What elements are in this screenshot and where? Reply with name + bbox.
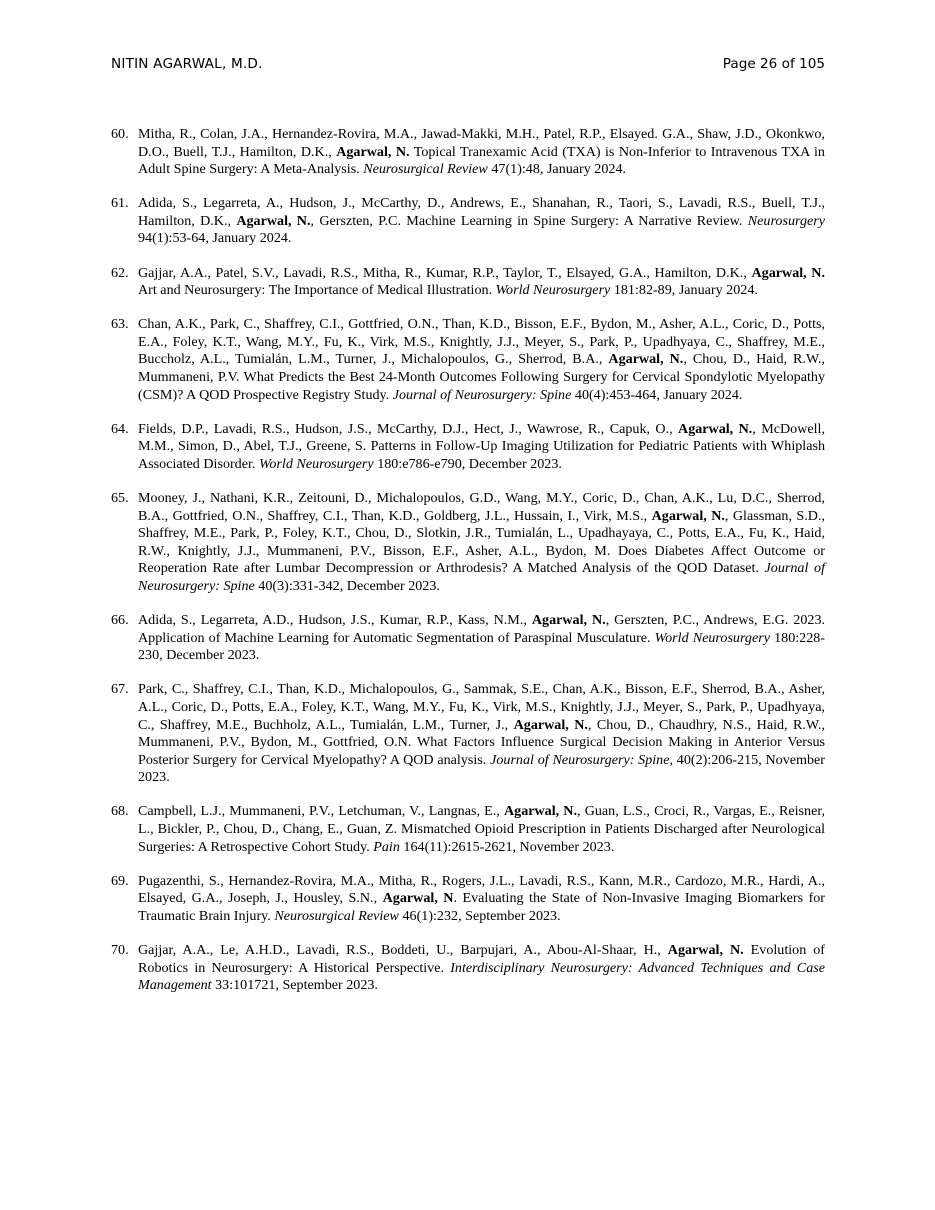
journal-name: Journal of Neurosurgery: Spine xyxy=(392,386,572,403)
highlighted-author: Agarwal, N. xyxy=(751,264,825,281)
journal-name: World Neurosurgery xyxy=(258,455,374,472)
entry-number: 66. xyxy=(111,612,129,629)
page-number: Page 26 of 105 xyxy=(722,56,825,72)
publication-entry xyxy=(111,612,825,665)
publication-list xyxy=(111,126,825,1011)
author-list: Gajjar, A.A., Le, A.H.D., Lavadi, R.S., Boddeti, U., Barpujari, A., Abou-Al-Shaar, H., xyxy=(138,941,668,958)
citation-text xyxy=(138,803,825,856)
entry-number: 63. xyxy=(111,316,129,333)
author-list: Adida, S., Legarreta, A.D., Hudson, J.S., Kumar, R.P., Kass, N.M., xyxy=(138,612,532,629)
journal-name: World Neurosurgery xyxy=(654,629,770,646)
highlighted-author: Agarwal, N. xyxy=(608,351,684,368)
article-title: , Chou, D., Haid, R.W., Mummaneni, P.V. What Predicts the Best 24-Month Outcomes Following Surgery for Cervical Spondylotic Myelopathy (CSM)? A QOD Prospective Registry Study. xyxy=(138,351,825,403)
entry-number: 60. xyxy=(111,126,129,142)
citation-details: 180:228-230, December 2023. xyxy=(138,629,825,664)
article-title: , Gerszten, P.C. Machine Learning in Spine Surgery: A Narrative Review. xyxy=(310,212,748,229)
journal-name: Pain xyxy=(373,838,400,855)
citation-text xyxy=(138,873,825,926)
highlighted-author: Agarwal, N. xyxy=(531,612,606,629)
entry-number: 62. xyxy=(111,264,129,281)
citation-details: 180:e786-e790, December 2023. xyxy=(373,455,562,472)
highlighted-author: Agarwal, N. xyxy=(667,941,744,958)
citation-text xyxy=(138,681,825,787)
citation-text xyxy=(138,316,825,404)
publication-entry xyxy=(111,316,825,404)
citation-text xyxy=(138,195,825,248)
author-list: Mooney, J., Nathani, K.R., Zeitouni, D., Michalopoulos, G.D., Wang, M.Y., Coric, D., Chan, A.K., Lu, D.C., Sherrod, B.A., Gottfried, O.N., Shaffrey, C.I., Than, K.D., Goldberg, J.L., Hussain, I., Virk, M.S., xyxy=(138,490,825,524)
article-title: , McDowell, M.M., Simon, D., Abel, T.J., Greene, S. Patterns in Follow-Up Imaging Utilization for Pediatric Patients with Whiplash Associated Disorder. xyxy=(138,420,825,472)
journal-name: Journal of Neurosurgery: Spine xyxy=(138,560,825,594)
author-list: Adida, S., Legarreta, A., Hudson, J., McCarthy, D., Andrews, E., Shanahan, R., Taori, S., Lavadi, R.S., Buell, T.J., Hamilton, D.K., xyxy=(138,195,825,229)
article-title: Evolution of Robotics in Neurosurgery: A Historical Perspective. xyxy=(138,941,825,976)
publication-entry xyxy=(111,681,825,787)
journal-name: World Neurosurgery xyxy=(495,282,611,299)
publication-entry xyxy=(111,490,825,596)
author-list: Pugazenthi, S., Hernandez-Rovira, M.A., Mitha, R., Rogers, J.L., Lavadi, R.S., Kann, M.R., Cardozo, M.R., Hardi, A., Elsayed, G.A., Joseph, J., Housley, S.N., xyxy=(138,872,825,907)
highlighted-author: Agarwal, N. xyxy=(503,803,578,820)
article-title: , Gerszten, P.C., Andrews, E.G. 2023. Application of Machine Learning for Automatic Segmentation of Paraspinal Musculature. xyxy=(138,612,826,646)
entry-number: 67. xyxy=(111,681,129,698)
article-title: , Chou, D., Chaudhry, N.S., Haid, R.W., Mummaneni, P.V., Bydon, M., Gottfried, O.N. What Factors Influence Surgical Decision Making in Anterior Versus Posterior Surgery for Cervical Myelopathy? A QOD analysis. xyxy=(138,716,825,768)
journal-name: Neurosurgical Review xyxy=(274,907,399,924)
citation-text xyxy=(138,421,825,474)
article-title: Topical Tranexamic Acid (TXA) is Non-Inferior to Intravenous TXA in Adult Spine Surgery: A Meta-Analysis. xyxy=(138,143,825,178)
publication-entry xyxy=(111,803,825,856)
entry-number: 68. xyxy=(111,803,129,820)
author-list: Park, C., Shaffrey, C.I., Than, K.D., Michalopoulos, G., Sammak, S.E., Chan, A.K., Bisson, E.F., Sherrod, B.A., Asher, A.L., Coric, D., Potts, E.A., Foley, K.T., Wang, M.Y., Fu, K., Virk, M.S., Knightly, J.J., Meyer, S., Park, P., Upadhyaya, C., Shaffrey, M.E., Buchholz, A.L., Tumialán, L.M., Turner, J., xyxy=(138,681,825,733)
article-title: . Evaluating the State of Non-Invasive Imaging Biomarkers for Traumatic Brain Injury. xyxy=(138,890,825,924)
citation-details: , 40(2):206-215, November 2023. xyxy=(138,751,825,786)
highlighted-author: Agarwal, N. xyxy=(651,507,725,524)
journal-name: Journal of Neurosurgery: Spine xyxy=(490,751,670,768)
journal-name: Neurosurgical Review xyxy=(363,161,488,178)
highlighted-author: Agarwal, N xyxy=(382,890,454,907)
author-list: Mitha, R., Colan, J.A., Hernandez-Rovira, M.A., Jawad-Makki, M.H., Patel, R.P., Elsayed. G.A., Shaw, J.D., Okonkwo, D.O., Buell, T.J., Hamilton, D.K., xyxy=(138,126,825,160)
page-header xyxy=(111,56,825,78)
citation-details: 46(1):232, September 2023. xyxy=(398,907,561,924)
journal-name: Neurosurgery xyxy=(747,212,826,229)
highlighted-author: Agarwal, N. xyxy=(236,212,311,229)
citation-details: 94(1):53-64, January 2024. xyxy=(138,230,292,247)
citation-text xyxy=(138,942,825,995)
author-list: Gajjar, A.A., Patel, S.V., Lavadi, R.S., Mitha, R., Kumar, R.P., Taylor, T., Elsayed, G.A., Hamilton, D.K., xyxy=(138,264,752,281)
highlighted-author: Agarwal, N. xyxy=(678,420,753,437)
entry-number: 70. xyxy=(111,941,129,958)
citation-details: 181:82-89, January 2024. xyxy=(610,282,758,299)
citation-details: 164(11):2615-2621, November 2023. xyxy=(399,838,615,855)
citation-details: 40(3):331-342, December 2023. xyxy=(254,577,440,594)
citation-text xyxy=(138,126,825,179)
entry-number: 61. xyxy=(111,195,129,212)
publication-entry xyxy=(111,265,825,300)
citation-details: 47(1):48, January 2024. xyxy=(487,161,627,178)
entry-number: 65. xyxy=(111,490,129,506)
author-list: Chan, A.K., Park, C., Shaffrey, C.I., Gottfried, O.N., Than, K.D., Bisson, E.F., Bydon, M., Asher, A.L., Coric, D., Potts, E.A., Foley, K.T., Wang, M.Y., Fu, K., Virk, M.S., Knightly, J.J., Meyer, S., Park, P., Upadhyaya, C., Shaffrey, M.E., Buccholz, A.L., Tumialán, L.M., Turner, J., Michalopoulos, G., Sherrod, B.A., xyxy=(138,316,825,368)
citation-details: 33:101721, September 2023. xyxy=(211,977,378,994)
entry-number: 69. xyxy=(111,872,129,889)
publication-entry xyxy=(111,942,825,995)
article-title: Art and Neurosurgery: The Importance of Medical Illustration. xyxy=(138,282,496,299)
highlighted-author: Agarwal, N. xyxy=(513,716,588,733)
publication-entry xyxy=(111,126,825,179)
article-title: , Guan, L.S., Croci, R., Vargas, E., Reisner, L., Bickler, P., Chou, D., Chang, E., Guan, Z. Mismatched Opioid Prescription in Patients Discharged after Neurological Surgeries: A Retrospective Cohort Study. xyxy=(138,803,825,855)
highlighted-author: Agarwal, N. xyxy=(336,143,410,160)
publication-entry xyxy=(111,873,825,926)
author-list: Fields, D.P., Lavadi, R.S., Hudson, J.S., McCarthy, D.J., Hect, J., Wawrose, R., Capuk, O., xyxy=(138,420,679,437)
citation-text xyxy=(138,265,825,300)
citation-text xyxy=(138,612,825,665)
author-list: Campbell, L.J., Mummaneni, P.V., Letchuman, V., Langnas, E., xyxy=(138,803,504,820)
publication-entry xyxy=(111,195,825,248)
entry-number: 64. xyxy=(111,420,129,437)
citation-details: 40(4):453-464, January 2024. xyxy=(571,386,743,403)
author-name: NITIN AGARWAL, M.D. xyxy=(111,56,263,72)
citation-text xyxy=(138,490,825,596)
publication-entry xyxy=(111,421,825,474)
journal-name: Interdisciplinary Neurosurgery: Advanced Techniques and Case Management xyxy=(138,959,825,994)
article-title: , Glassman, S.D., Shaffrey, M.E., Park, P., Foley, K.T., Chou, D., Slotkin, J.R., Tumialán, L., Upadhayaya, C., Potts, E.A., Fu, K., Haid, R.W., Knightly, J.J., Mummaneni, P.V., Bisson, E.F., Asher, A.L., Bydon, M. Does Diabetes Affect Outcome or Reoperation Rate after Lumbar Decompression or Arthrodesis? A Matched Analysis of the QOD Dataset. xyxy=(138,507,826,577)
